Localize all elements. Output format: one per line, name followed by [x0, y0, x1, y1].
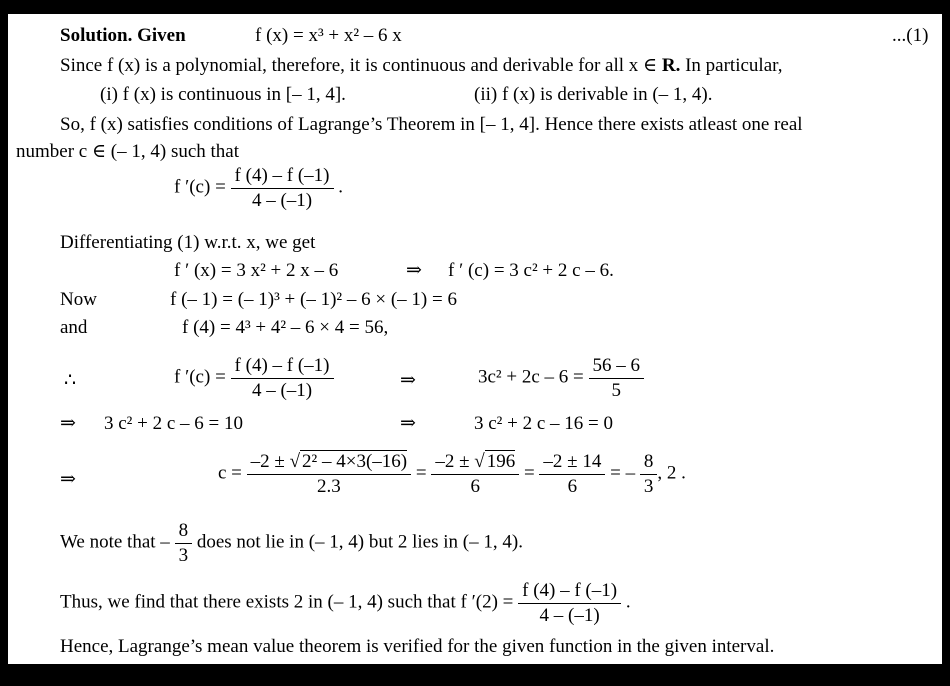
mvt-fraction-2: $\frac{f (4) - f (-1)}{4 - (-1)}$ — [231, 354, 334, 403]
implies-symbol: ⇒ — [400, 370, 416, 391]
note-eight-thirds: $\frac{8}{3}$ — [175, 519, 193, 568]
therefore-symbol: ∴ — [64, 370, 77, 391]
verification-statement: Hence, Lagrange’s mean value theorem is verified for the given function in the given interval. — [60, 636, 775, 657]
mvt-fraction: $\frac{f (4) - f (-1)}{4 - (-1)}$ — [231, 164, 334, 213]
condition-continuous: (i) f (x) is continuous in [– 1, 4]. — [100, 84, 346, 105]
implies-symbol: ⇒ — [60, 413, 76, 434]
given-label: Given — [137, 25, 186, 46]
equation-ref: ...(1) — [892, 25, 929, 46]
solution-page — [8, 14, 942, 664]
derivative-c: f ′ (c) = 3 c² + 2 c – 6. — [448, 260, 614, 281]
mvt-equation: f ′(c) = $\frac{f (4) - f (-1)}{4 - (-1)}$ . — [174, 165, 344, 211]
f-minus1-eval: f (– 1) = (– 1)³ + (– 1)² – 6 × (– 1) = 6 — [170, 289, 457, 310]
implies-symbol: ⇒ — [60, 469, 76, 490]
lagrange-statement: So, f (x) satisfies conditions of Lagrange’s Theorem in [– 1, 4]. Hence there exists atleast one real — [60, 114, 803, 135]
quadratic-solution: c = $\frac{\text{–2 ± √ 2² – 4×3(–16)}}{2.3}$ = $\frac{-2 \pm √ 196}{6}$ = $\frac{-2 \pm 14}{6}$ = – $\frac{8}{3}$ , 2 . — [218, 451, 686, 497]
solution-heading: Solution. — [60, 25, 133, 46]
step-equals-10: 3 c² + 2 c – 6 = 10 — [104, 413, 243, 434]
thus-fraction: $\frac{f (4) - f (-1)}{4 - (-1)}$ — [518, 579, 621, 628]
quadratic-fraction: $\frac{56 - 6}{5}$ — [589, 354, 645, 403]
sqrt196-fraction: $\frac{-2 \pm √ 196}{6}$ — [431, 450, 519, 499]
eight-thirds-fraction: $\frac{8}{3}$ — [640, 450, 658, 499]
plus-minus-14-fraction: $\frac{-2 \pm 14}{6}$ — [539, 450, 605, 499]
solution-heading-line — [60, 26, 186, 45]
radicand: 2² – 4×3(–16) — [302, 451, 408, 472]
now-label: Now — [60, 289, 97, 310]
quadratic-formula-fraction: $\frac{\text{–2 ± √ 2² – 4×3(–16)}}{2.3}$ — [247, 450, 411, 499]
given-function: f (x) = x³ + x² – 6 x — [255, 25, 402, 46]
derivative-x: f ′ (x) = 3 x² + 2 x – 6 — [174, 260, 339, 281]
mvt-equation-2: f ′(c) = $\frac{f (4) - f (-1)}{4 - (-1)}$ — [174, 354, 334, 403]
f-4-eval: f (4) = 4³ + 4² – 6 × 4 = 56, — [182, 317, 389, 338]
implies-symbol: ⇒ — [400, 413, 416, 434]
and-label: and — [60, 317, 88, 338]
root-note: We note that – $\frac{8}{3}$ does not lie in (– 1, 4) but 2 lies in (– 1, 4). — [60, 520, 523, 566]
conclusion-line: Thus, we find that there exists 2 in (– 1, 4) such that f ′(2) = $\frac{f (4) - f (-1)}{4 - (-1)}$ . — [60, 580, 631, 626]
differentiating-line: Differentiating (1) w.r.t. x, we get — [60, 232, 316, 253]
quadratic-fraction-equation: 3c² + 2c – 6 = $\frac{56 - 6}{5}$ — [478, 354, 644, 403]
implies-symbol: ⇒ — [406, 260, 422, 281]
number-c-statement: number c ∈ (– 1, 4) such that — [16, 141, 240, 162]
step-quadratic-zero: 3 c² + 2 c – 16 = 0 — [474, 413, 613, 434]
polynomial-statement: Since f (x) is a polynomial, therefore, it is continuous and derivable for all x ∈ R. In particular, — [60, 55, 783, 76]
condition-derivable: (ii) f (x) is derivable in (– 1, 4). — [474, 84, 713, 105]
